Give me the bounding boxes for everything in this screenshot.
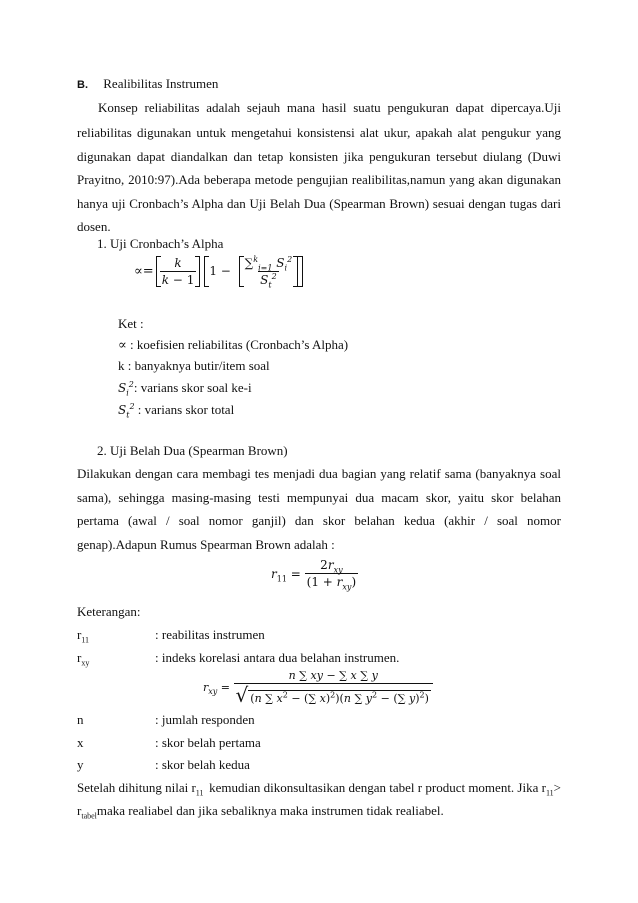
intro-line-2: reliabilitas digunakan untuk mengetahui konsistensi alat ukur, apakah alat pengukur yang [77, 125, 561, 140]
intro-line-3: digunakan dapat diandalkan dan tetap konsisten jika pengukuran tersebut diulang (Duwi [77, 149, 561, 164]
rxy-sym: r [77, 650, 82, 665]
closing-line-2-text: maka realiabel dan jika sebaliknya maka instrumen tidak realiabel. [96, 803, 444, 818]
ket-st-text: : varians skor total [137, 402, 235, 417]
intro-line-5: hanya uji Cronbach’s Alpha dan Uji Belah Dua (Spearman Brown) sesuai dengan tugas dari [77, 196, 561, 211]
ket-k: k : banyaknya butir/item soal [118, 358, 270, 373]
rtabel-sym: r [77, 803, 82, 818]
ket-x-symbol: x [77, 735, 84, 750]
r11-sym: r [77, 627, 82, 642]
spearman-line-1: Dilakukan dengan cara membagi tes menjadi dua bagian yang relatif sama (banyaknya soal [77, 466, 561, 481]
section-letter: B. [77, 79, 88, 91]
closing-line-2 [77, 803, 444, 819]
ket-alpha: ∝ : koefisien reliabilitas (Cronbach’s Alpha) [118, 337, 349, 352]
spearman-line-4: genap).Adapun Rumus Spearman Brown adalah : [77, 537, 335, 552]
spearman-line-3: pertama (awal / soal nomor ganjil) dan skor belahan kedua (akhir / soal nomor [77, 513, 561, 528]
ket-si: $S_i^2$: varians skor soal ke-i [118, 380, 252, 398]
cronbach-heading: 1. Uji Cronbach’s Alpha [97, 236, 224, 251]
intro-line-4: Prayitno, 2010:97).Ada beberapa metode pengujian realibilitas,namun yang akan digunakan [77, 172, 561, 187]
ket-x-desc: : skor belah pertama [155, 735, 261, 750]
ket-rxy-desc: : indeks korelasi antara dua belahan instrumen. [155, 650, 400, 665]
pearson-fraction: n ∑ xy − ∑ x ∑ y √ (n ∑ $x^2$ − (∑ x)$^2$)(n ∑ $y^2$ − (∑ y)$^2$) [234, 669, 433, 705]
ket-n-desc: : jumlah responden [155, 712, 255, 727]
ket-n-symbol: n [77, 712, 84, 727]
closing-line-1 [77, 780, 561, 796]
ket-r11-desc: : reabilitas instrumen [155, 627, 265, 642]
ket-rxy-symbol [77, 650, 89, 666]
intro-line-6: dosen. [77, 219, 111, 234]
variance-ratio: $\frac{\sum^k_{i=1} S_i^2}{S_t^2}$ [244, 255, 293, 290]
intro-line-1: Konsep reliabilitas adalah sejauh mana hasil suatu pengukuran dapat dipercaya.Uji [98, 100, 561, 115]
variance-ratio-bracket [239, 255, 299, 290]
keterangan-label: Keterangan: [77, 604, 141, 619]
k-fraction-bracket [156, 256, 201, 287]
rtabel-sub: tabel [81, 811, 97, 821]
one-minus-bracket: 1 − $\frac{\sum^k_{i=1} S_i^2}{S_t^2}$ [204, 256, 303, 287]
closing-line-1-a: Setelah dihitung nilai $r_{11}$ [77, 780, 204, 798]
cronbach-formula [134, 255, 303, 290]
ket-label: Ket : [118, 316, 144, 331]
spearman-formula: $r_{11}$ = $\frac{2r_{xy}}{(1 + r_{xy})}$ [271, 558, 357, 592]
k-fraction: $\frac{k}{k - 1}$ [161, 256, 195, 287]
closing-line-1-b: kemudian dikonsultasikan dengan tabel r product moment. Jika $r_{11}>$ [209, 780, 561, 798]
ket-si-text: : varians skor soal ke-i [133, 380, 252, 395]
section-title: Realibilitas Instrumen [103, 76, 219, 91]
section-heading [77, 76, 218, 93]
ket-y-symbol: y [77, 757, 84, 772]
spearman-line-2: sama), sehingga masing-masing testi mempunyai dua macam skor, yaitu skor belahan [77, 490, 561, 505]
rxy-sub: xy [81, 658, 90, 668]
ket-r11-symbol [77, 627, 89, 643]
alpha-lhs: ∝= [134, 264, 154, 279]
spearman-heading: 2. Uji Belah Dua (Spearman Brown) [97, 443, 288, 458]
r11-sub: 11 [81, 635, 90, 645]
spearman-fraction: $\frac{2r_{xy}}{(1 + r_{xy})}$ [306, 558, 357, 592]
pearson-formula: $r_{xy}$ = n ∑ xy − ∑ x ∑ y √ (n ∑ $x^2$ − (∑ x)$^2$)(n ∑ $y^2$ − (∑ y)$^2$) [203, 669, 433, 705]
pearson-sqrt: √ (n ∑ $x^2$ − (∑ x)$^2$)(n ∑ $y^2$ − (∑ y)$^2$) [235, 683, 429, 707]
ket-y-desc: : skor belah kedua [155, 757, 250, 772]
ket-st: $S_t^2$ : varians skor total [118, 402, 235, 420]
